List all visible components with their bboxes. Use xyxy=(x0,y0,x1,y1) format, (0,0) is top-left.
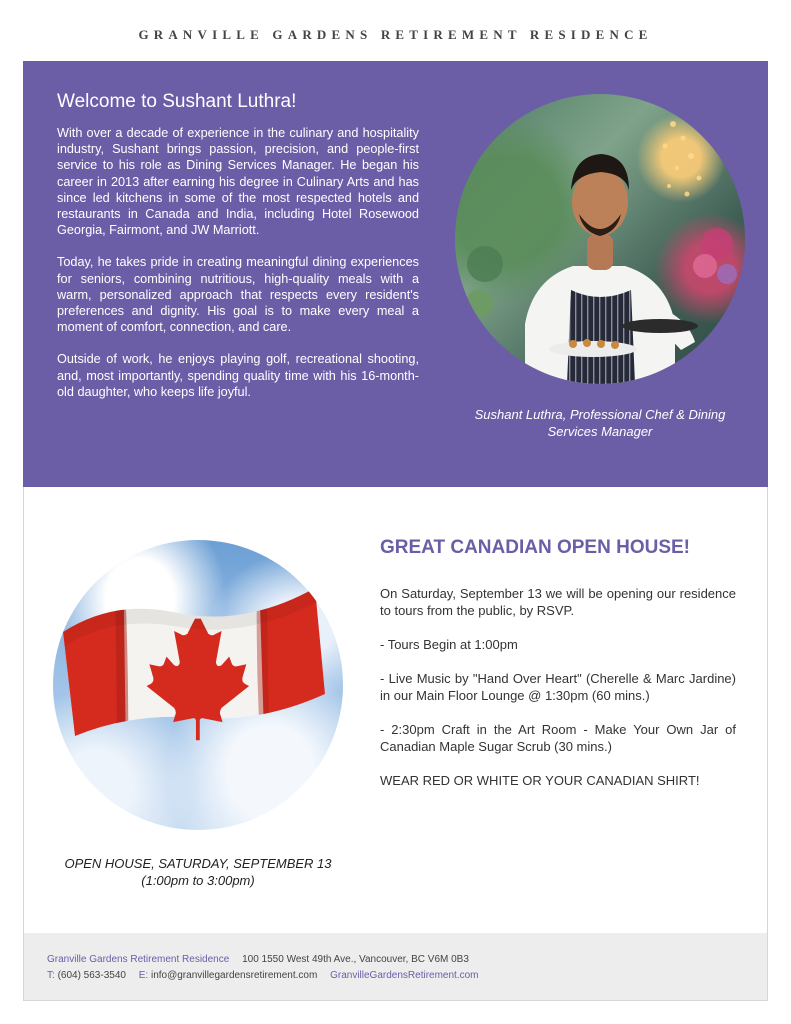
masthead: GRANVILLE GARDENS RETIREMENT RESIDENCE xyxy=(138,27,653,42)
footer-phone-label: T: xyxy=(47,970,55,981)
dress-code-note: WEAR RED OR WHITE OR YOUR CANADIAN SHIRT! xyxy=(380,773,700,788)
bio-paragraph: Outside of work, he enjoys playing golf, recreational shooting, and, most importantly, spending quality time with his 16-month-old daughter, who keeps life joyful. xyxy=(57,352,419,399)
canada-flag-illustration xyxy=(53,540,343,830)
footer-address-row xyxy=(47,954,469,965)
open-house-details xyxy=(380,585,736,806)
chef-photo-caption: Sushant Luthra, Professional Chef & Dining Services Manager xyxy=(474,407,726,439)
footer-contact-row xyxy=(47,970,478,981)
footer xyxy=(24,933,767,1000)
footer-address: 100 1550 West 49th Ave., Vancouver, BC V6M 0B3 xyxy=(242,954,469,965)
footer-org-name: Granville Gardens Retirement Residence xyxy=(47,954,230,965)
bio-paragraph: Today, he takes pride in creating meaningful dining experiences for seniors, combining nutritious, high-quality meals with a warm, personalized approach that respects every resident's preferences and dignity. His goal is to make every meal a moment of comfort, connection, and care. xyxy=(57,255,419,335)
footer-email[interactable]: info@granvillegardensretirement.com xyxy=(150,970,318,981)
open-house-title: GREAT CANADIAN OPEN HOUSE! xyxy=(380,537,690,558)
flag-caption-line1: OPEN HOUSE, SATURDAY, SEPTEMBER 13 xyxy=(64,856,332,871)
open-house-intro: On Saturday, September 13 we will be opening our residence to tours from the public, by RSVP. xyxy=(380,586,736,618)
flag-caption-line2: (1:00pm to 3:00pm) xyxy=(141,873,255,888)
welcome-title: Welcome to Sushant Luthra! xyxy=(57,91,297,112)
footer-website-link[interactable]: GranvilleGardensRetirement.com xyxy=(330,970,479,981)
bio-paragraph: With over a decade of experience in the culinary and hospitality industry, Sushant brings passion, precision, and people-first service to his role as Dining Services Manager. He began his career in 2013 after earning his degree in Culinary Arts and has since led kitchens in some of the most respected hotels and restaurants in Canada and India, including Hotel Rosewood Georgia, Fairmont, and JW Marriott. xyxy=(57,126,419,238)
open-house-item: - Live Music by "Hand Over Heart" (Cherelle & Marc Jardine) in our Main Floor Lounge @ 1:30pm (60 mins.) xyxy=(380,671,736,703)
chef-photo xyxy=(455,94,745,384)
flag-photo-caption xyxy=(53,855,343,889)
footer-phone: (604) 563-3540 xyxy=(57,970,126,981)
welcome-section xyxy=(23,61,768,487)
chef-illustration xyxy=(455,94,745,384)
bio-text xyxy=(57,125,419,416)
open-house-item: - 2:30pm Craft in the Art Room - Make Your Own Jar of Canadian Maple Sugar Scrub (30 mins.) xyxy=(380,722,736,754)
canada-flag-photo xyxy=(53,540,343,830)
open-house-item: - Tours Begin at 1:00pm xyxy=(380,637,518,652)
footer-email-label: E: xyxy=(138,970,149,981)
